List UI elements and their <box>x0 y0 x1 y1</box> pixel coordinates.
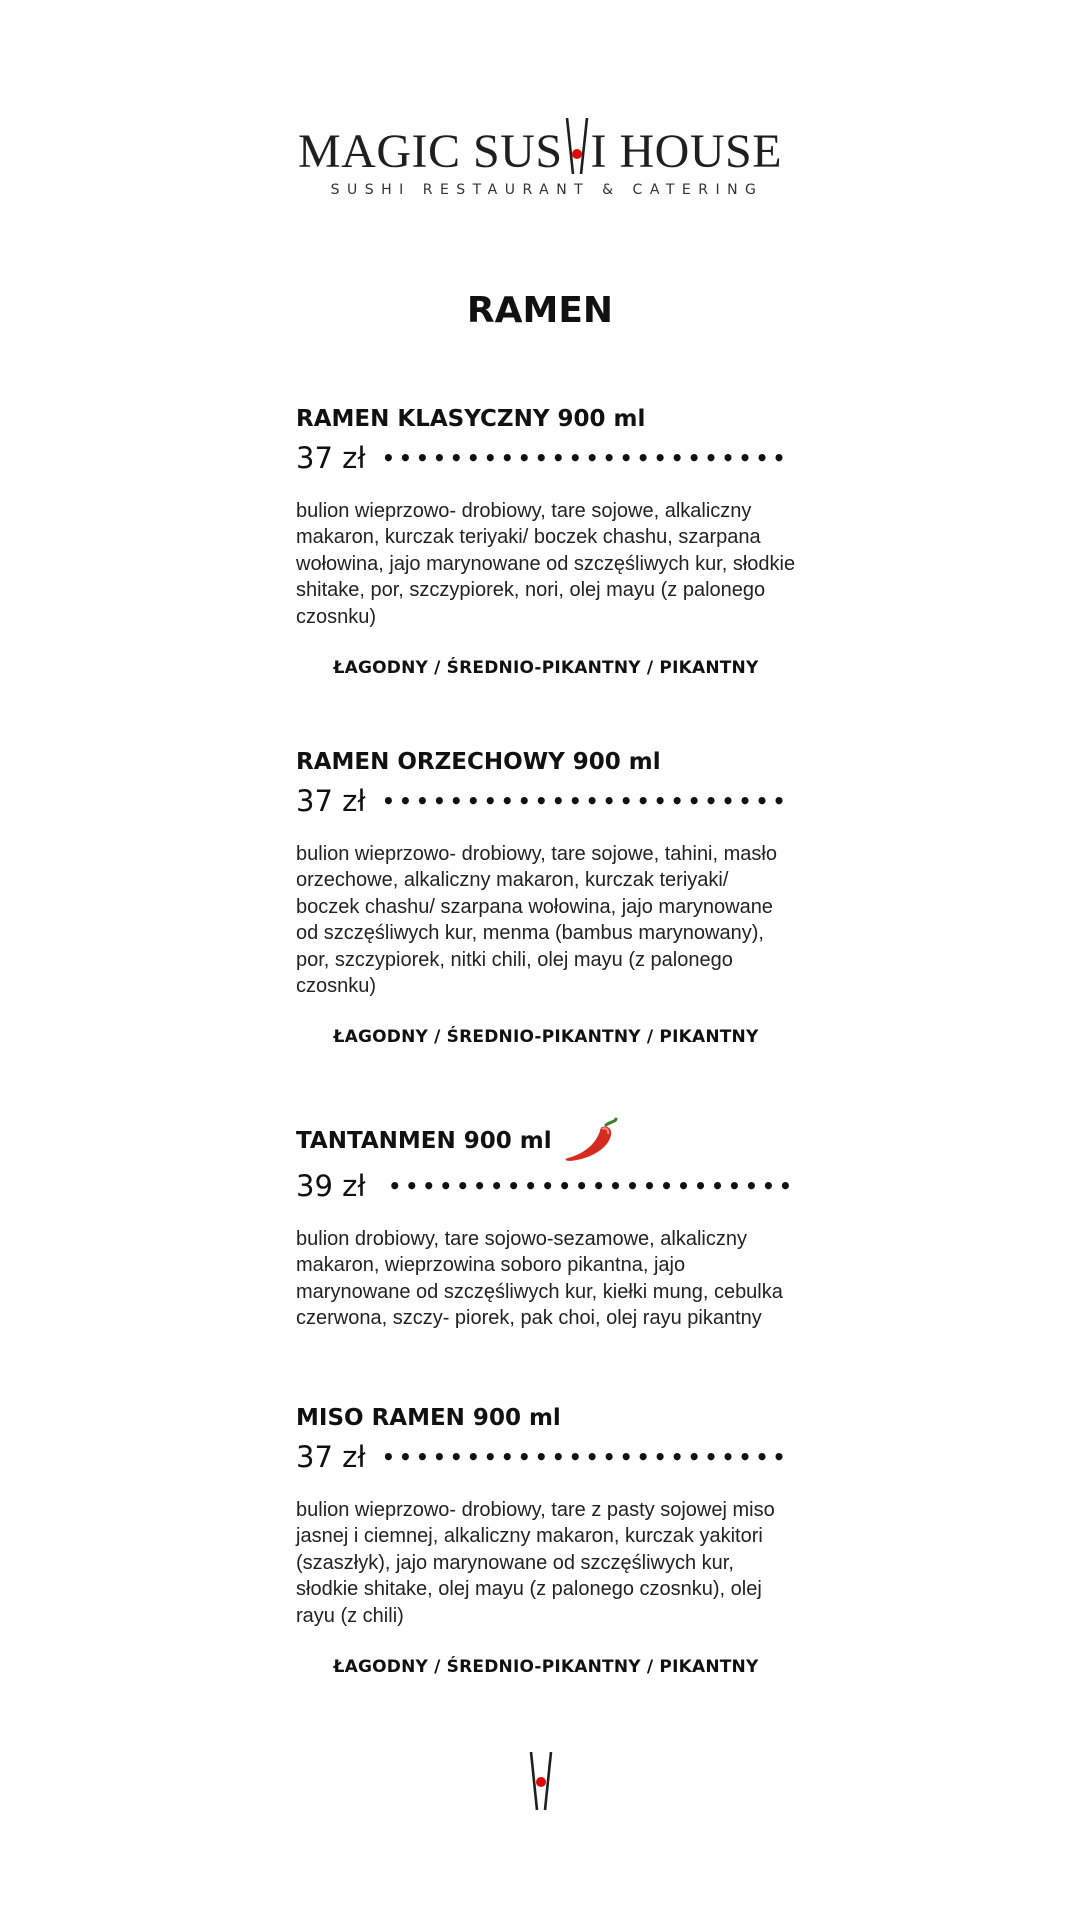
spice-levels: ŁAGODNY / ŚREDNIO-PIKANTNY / PIKANTNY <box>333 1657 759 1678</box>
dotted-leader: •••••••••••••••••••••••• <box>382 789 790 813</box>
menu-item <box>296 404 796 678</box>
price-row <box>296 783 796 819</box>
item-price: 37 zł <box>296 441 366 475</box>
item-description: bulion drobiowy, tare sojowo-sezamowe, alkaliczny makaron, wieprzowina soboro pikantna, jajo marynowane od szczęśliwych kur, kiełki mung, cebulka czerwona, szczy- piorek, pak choi, olej rayu pikantny <box>296 1228 783 1330</box>
brand-name-start: MAGIC SUS <box>297 125 563 178</box>
menu-item <box>296 1126 796 1332</box>
price-row <box>296 1439 796 1475</box>
section-title: RAMEN <box>466 290 614 331</box>
item-description: bulion wieprzowo- drobiowy, tare z pasty sojowej miso jasnej i ciemnej, alkaliczny makaron, kurczak yakitori (szaszłyk), jajo marynowane od szczęśliwych kur, słodkie shitake, olej mayu (z palonego czosnku), olej rayu (z chili) <box>296 1499 775 1627</box>
dotted-leader: •••••••••••••••••••••••• <box>382 446 790 470</box>
price-row <box>296 440 796 476</box>
brand-header <box>0 118 1080 198</box>
chopsticks-logo-icon <box>528 1752 554 1812</box>
brand-tagline: SUSHI RESTAURANT & CATERING <box>330 182 764 198</box>
item-price: 37 zł <box>296 1440 366 1474</box>
price-row <box>296 1168 796 1204</box>
dotted-leader: •••••••••••••••••••••••• <box>382 1445 790 1469</box>
item-description: bulion wieprzowo- drobiowy, tare sojowe, alkaliczny makaron, kurczak teriyaki/ boczek chashu, szarpana wołowina, jajo marynowane od szczęśliwych kur, słodkie shitake, por, szczypiorek, nori, olej mayu (z palonego czosnku) <box>296 500 796 628</box>
item-name: RAMEN KLASYCZNY 900 ml <box>296 406 646 432</box>
item-price: 37 zł <box>296 784 366 818</box>
dotted-leader: •••••••••••••••••••••••• <box>388 1174 796 1198</box>
item-name: TANTANMEN 900 ml <box>296 1128 552 1154</box>
item-name: MISO RAMEN 900 ml <box>296 1405 561 1431</box>
menu-item <box>296 747 796 1047</box>
chili-pepper-icon <box>562 1117 618 1165</box>
item-price: 39 zł <box>296 1169 366 1203</box>
brand-name <box>298 118 782 176</box>
menu-item <box>296 1403 796 1677</box>
item-description: bulion wieprzowo- drobiowy, tare sojowe, tahini, masło orzechowe, alkaliczny makaron, kurczak teriyaki/ boczek chashu/ szarpana wołowina, jajo marynowane od szczęśliwych kur, menma (bambus marynowany), por, szczypiorek, nitki chili, olej mayu (z palonego czosnku) <box>296 843 777 998</box>
chopsticks-logo-icon <box>564 118 590 176</box>
spice-levels: ŁAGODNY / ŚREDNIO-PIKANTNY / PIKANTNY <box>333 1027 759 1048</box>
item-name-row <box>296 1126 796 1156</box>
brand-name-end: I HOUSE <box>590 125 783 178</box>
spice-levels: ŁAGODNY / ŚREDNIO-PIKANTNY / PIKANTNY <box>333 658 759 679</box>
item-name: RAMEN ORZECHOWY 900 ml <box>296 749 661 775</box>
